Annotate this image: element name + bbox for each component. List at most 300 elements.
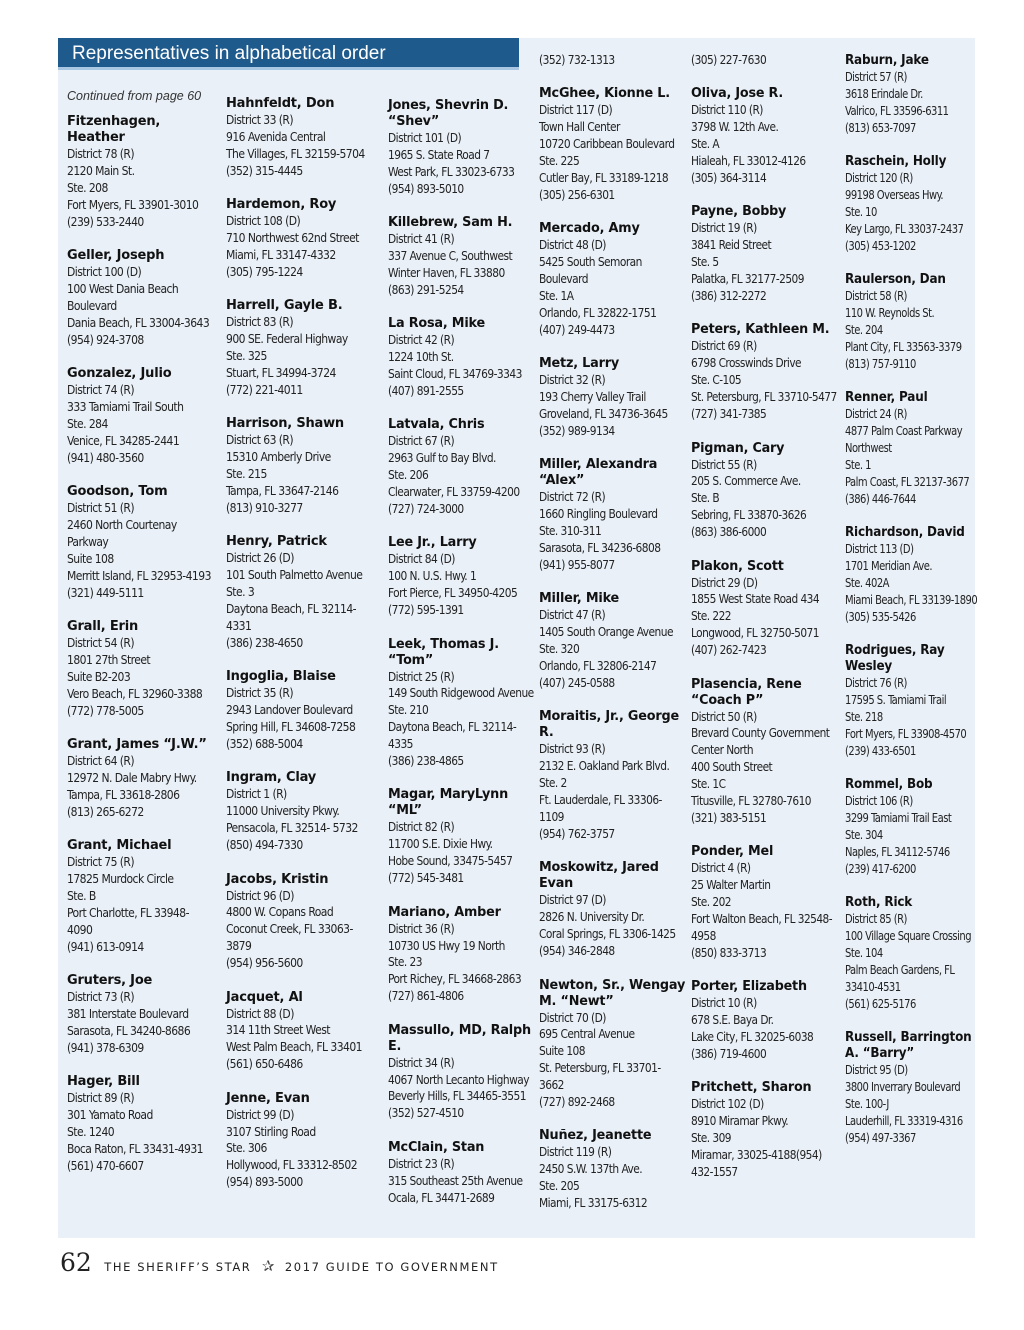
page-number: 62 (60, 1248, 92, 1277)
representative-name: Harrell, Gayle B. (226, 298, 343, 314)
contact-line: Ste. 284 (67, 416, 108, 431)
representative-name: Raschein, Holly (845, 154, 947, 170)
representative-name: Ingoglia, Blaise (226, 669, 336, 685)
representative-name: Goodson, Tom (67, 484, 168, 500)
contact-line: Boulevard (67, 298, 117, 313)
contact-line: St. Petersburg, FL 33710-5477 (691, 390, 837, 405)
representative-entry (388, 535, 536, 619)
contact-line: 1855 West State Road 434 (691, 592, 820, 607)
contact-line: Ste. 104 (845, 946, 883, 961)
representative-name: Peters, Kathleen M. (691, 322, 830, 338)
contact-line: 11000 University Pkwy. (226, 804, 340, 819)
contact-line: District 97 (D) (539, 893, 606, 908)
contact-line: (954) 762-3757 (539, 827, 615, 841)
representative-name: Massullo, MD, Ralph (388, 1022, 531, 1038)
contact-line: Boulevard (539, 272, 588, 287)
representative-name: Jenne, Evan (226, 1090, 310, 1106)
directory-column-2 (226, 96, 365, 1191)
contact-line: 25 Walter Martin (691, 878, 771, 893)
representative-name: Payne, Bobby (691, 204, 787, 220)
contact-line: Brevard County Government (691, 726, 830, 741)
representative-name: Hahnfeldt, Don (226, 96, 335, 111)
contact-line: (407) 891-2555 (388, 383, 464, 398)
contact-line: (863) 386-6000 (691, 525, 767, 540)
contact-line: 3618 Erindale Dr. (845, 86, 923, 101)
contact-line: Port Richey, FL 34668-2863 (388, 972, 522, 987)
contact-line: 301 Yamato Road (67, 1108, 153, 1123)
contact-line: Tampa, FL 33647-2146 (226, 484, 339, 498)
contact-line: District 82 (R) (388, 820, 455, 835)
contact-line: Orlando, FL 32822-1751 (539, 305, 657, 320)
representative-name: Evan (539, 876, 574, 892)
contact-line: (352) 527-4510 (388, 1106, 464, 1121)
contact-line: 2450 S.W. 137th Ave. (539, 1162, 643, 1177)
contact-line: Suite B2-203 (67, 669, 131, 684)
contact-line: 916 Avenida Central (226, 129, 326, 144)
contact-line: 33410-4531 (845, 979, 901, 994)
representative-entry (67, 838, 211, 955)
contact-line: (386) 446-7644 (845, 491, 916, 506)
contact-line: District 106 (R) (845, 794, 913, 809)
contact-line: Northwest (845, 441, 892, 455)
contact-line: Ste. C-105 (691, 373, 742, 388)
representative-name: Heather (67, 130, 125, 145)
representative-entry (845, 777, 988, 878)
contact-line: (386) 719-4600 (691, 1047, 767, 1062)
contact-line: 101 South Palmetto Avenue (226, 568, 363, 583)
contact-line: Cutler Bay, FL 33189-1218 (539, 171, 669, 186)
section-banner: Representatives in alphabetical order (58, 38, 519, 70)
representative-name: Ponder, Mel (691, 844, 774, 860)
contact-line: (305) 256-6301 (539, 187, 615, 202)
contact-line: Ste. B (67, 889, 96, 903)
contact-line: District 120 (R) (845, 171, 913, 186)
representative-name: Harrison, Shawn (226, 416, 344, 432)
contact-line: (727) 724-3000 (388, 502, 464, 516)
contact-line: Ste. 1A (539, 289, 574, 304)
representative-entry (845, 390, 988, 507)
contact-line: Ste. 204 (845, 322, 883, 337)
contact-line: (239) 417-6200 (845, 861, 916, 876)
contact-line: District 70 (D) (539, 1010, 606, 1025)
contact-line: Plant City, FL 33563-3379 (845, 339, 962, 354)
contact-line: Ste. 1240 (67, 1125, 115, 1140)
representative-entry (691, 86, 840, 187)
representative-entry (845, 643, 988, 760)
contact-line: District 119 (R) (539, 1145, 612, 1160)
contact-line: 100 West Dania Beach (67, 281, 179, 296)
contact-line: 100 N. U.S. Hwy. 1 (388, 569, 477, 584)
contact-line: Port Charlotte, FL 33948- (67, 905, 189, 920)
contact-line: District 63 (R) (226, 433, 294, 448)
contact-line: Ste. 304 (845, 828, 883, 842)
contact-line: West Park, FL 33023-6733 (388, 164, 515, 179)
representative-name: Raulerson, Dan (845, 272, 946, 288)
directory-column-4 (539, 52, 687, 1212)
representative-name: Oliva, Jose R. (691, 86, 784, 102)
representative-entry (388, 905, 536, 1006)
contact-line: Stuart, FL 34994-3724 (226, 365, 336, 380)
contact-line: Suite 108 (539, 1044, 586, 1059)
contact-line: District 23 (R) (388, 1156, 455, 1171)
contact-line: 900 SE. Federal Highway (226, 332, 348, 347)
contact-line: District 42 (R) (388, 333, 455, 348)
contact-line: District 113 (D) (845, 542, 914, 557)
representative-entry (67, 248, 211, 349)
contact-line: (305) 453-1202 (845, 238, 916, 253)
contact-line: Miramar, 33025-4188(954) (691, 1148, 822, 1163)
representative-entry (226, 1091, 365, 1192)
representative-entry (226, 96, 365, 180)
contact-line: District 55 (R) (691, 457, 757, 472)
contact-line: Valrico, FL 33596-6311 (845, 103, 949, 118)
contact-line: Ste. 202 (691, 895, 731, 910)
contact-line: (321) 383-5151 (691, 811, 767, 825)
representative-name: Grant, James “J.W.” (67, 737, 207, 753)
contact-line: 17825 Murdock Circle (67, 872, 174, 887)
representative-name: Gonzalez, Julio (67, 366, 172, 382)
contact-line: (352) 732-1313 (539, 53, 615, 67)
contact-line: (561) 625-5176 (845, 996, 916, 1011)
contact-line: District 29 (D) (691, 575, 758, 590)
contact-line: 3841 Reid Street (691, 238, 772, 253)
representative-name: Richardson, David (845, 525, 965, 541)
contact-line: 17595 S. Tamiami Trail (845, 693, 947, 708)
contact-line: Ste. 100-J (845, 1096, 889, 1111)
contact-line: Titusville, FL 32780-7610 (691, 794, 811, 809)
representative-name: Fitzenhagen, (67, 114, 161, 129)
contact-line: (954) 893-5000 (226, 1175, 303, 1190)
representative-name: Miller, Alexandra (539, 457, 658, 473)
contact-line: District 50 (R) (691, 709, 757, 724)
representative-entry (226, 770, 365, 854)
representative-name: Grant, Michael (67, 838, 172, 854)
contact-line: District 76 (R) (845, 676, 907, 691)
contact-line: District 95 (D) (845, 1063, 908, 1078)
contact-line: (407) 245-0588 (539, 676, 615, 691)
contact-line: District 117 (D) (539, 103, 613, 118)
contact-line: 1224 10th St. (388, 350, 454, 365)
contact-line: District 58 (R) (845, 289, 907, 304)
contact-line: District 69 (R) (691, 339, 757, 354)
representative-entry (226, 990, 365, 1074)
contact-line: Ste. 205 (539, 1179, 580, 1194)
contact-line: Suite 108 (67, 551, 114, 566)
contact-line: (772) 778-5005 (67, 703, 144, 718)
contact-line: District 64 (R) (67, 754, 135, 769)
contact-line: Ste. 10 (845, 204, 877, 219)
contact-line: Ste. 3 (226, 585, 255, 600)
contact-line: Fort Walton Beach, FL 32548- (691, 912, 833, 927)
contact-line: District 26 (D) (226, 551, 294, 566)
directory-column-5 (691, 52, 840, 1181)
representative-entry (67, 484, 211, 601)
representative-entry (845, 53, 988, 137)
representative-name: Wesley (845, 659, 893, 675)
representative-entry (226, 416, 365, 517)
contact-line: District 93 (R) (539, 742, 606, 757)
representative-name: Leek, Thomas J. (388, 636, 499, 652)
contact-line: Naples, FL 34112-5746 (845, 844, 950, 859)
contact-line: District 84 (D) (388, 552, 455, 567)
contact-line: Fort Myers, FL 33901-3010 (67, 197, 199, 212)
representative-name: Pigman, Cary (691, 440, 785, 456)
representative-entry (539, 457, 687, 574)
contact-line: (561) 470-6607 (67, 1158, 144, 1173)
representative-name: Latvala, Chris (388, 417, 485, 433)
representative-entry (691, 979, 840, 1063)
contact-line: 10720 Caribbean Boulevard (539, 137, 675, 152)
contact-line: 10730 US Hwy 19 North (388, 938, 505, 953)
contact-line: 100 Village Square Crossing (845, 929, 972, 944)
contact-line: Ste. 402A (845, 575, 889, 590)
contact-line: District 51 (R) (67, 501, 135, 516)
contact-line: District 36 (R) (388, 921, 455, 936)
contact-line: Lake City, FL 32025-6038 (691, 1030, 814, 1045)
contact-line: (954) 956-5600 (226, 956, 303, 971)
contact-line: 2963 Gulf to Bay Blvd. (388, 451, 496, 466)
contact-line: Center North (691, 743, 754, 758)
contact-line: (813) 910-3277 (226, 500, 303, 515)
contact-line: 315 Southeast 25th Avenue (388, 1173, 523, 1188)
contact-line: Winter Haven, FL 33880 (388, 265, 505, 280)
representative-name: La Rosa, Mike (388, 316, 486, 332)
representative-name: “Tom” (388, 652, 434, 668)
contact-line: 400 South Street (691, 760, 773, 775)
contact-line: 3879 (226, 939, 252, 954)
contact-line: 2132 E. Oakland Park Blvd. (539, 759, 670, 774)
contact-line: 99198 Overseas Hwy. (845, 188, 944, 203)
contact-line: (772) 221-4011 (226, 382, 303, 397)
contact-line: Longwood, FL 32750-5071 (691, 626, 819, 641)
representative-name: Nuñez, Jeanette (539, 1128, 652, 1144)
contact-line: (954) 893-5010 (388, 181, 464, 196)
representative-entry (388, 215, 536, 299)
contact-line: District 10 (R) (691, 996, 757, 1011)
representative-name: Newton, Sr., Wengay (539, 977, 686, 993)
contact-line: 6798 Crosswinds Drive (691, 356, 802, 371)
representative-entry (388, 1023, 536, 1123)
contact-line: (941) 613-0914 (67, 939, 144, 954)
contact-line: Ste. B (691, 491, 720, 506)
representative-entry (226, 298, 365, 399)
contact-line: Coral Springs, FL 3306-1425 (539, 927, 676, 942)
representative-entry (67, 366, 211, 467)
contact-line: (772) 545-3481 (388, 871, 464, 886)
representative-name: “Shev” (388, 114, 440, 129)
contact-line: Ocala, FL 34471-2689 (388, 1190, 495, 1205)
contact-line: Ste. 320 (539, 642, 580, 657)
contact-line: 4877 Palm Coast Parkway (845, 424, 963, 439)
representative-name: Jacobs, Kristin (226, 871, 329, 887)
representative-name: Metz, Larry (539, 356, 620, 372)
contact-line: District 78 (R) (67, 147, 135, 161)
representative-name: Russell, Barrington (845, 1030, 972, 1046)
contact-line: 337 Avenue C, Southwest (388, 249, 513, 264)
contact-line: (305) 795-1224 (226, 264, 303, 279)
contact-line: (561) 650-6486 (226, 1057, 303, 1072)
contact-line: District 25 (R) (388, 669, 455, 684)
contact-line: (321) 449-5111 (67, 585, 144, 600)
contact-line: 110 W. Reynolds St. (845, 306, 935, 321)
contact-line: Ft. Lauderdale, FL 33306- (539, 793, 662, 808)
representative-entry (845, 895, 988, 1012)
representative-entry (539, 978, 687, 1111)
contact-line: District 74 (R) (67, 383, 135, 398)
contact-line: (954) 924-3708 (67, 332, 144, 347)
representative-name: Plasencia, Rene (691, 676, 802, 692)
representative-entry (845, 1030, 988, 1147)
representative-name: Mariano, Amber (388, 904, 501, 920)
representative-entry (539, 709, 687, 842)
contact-line: Boca Raton, FL 33431-4931 (67, 1141, 203, 1156)
contact-line: District 100 (D) (67, 265, 142, 280)
contact-line: Ste. 310-311 (539, 524, 602, 539)
contact-line: (850) 494-7330 (226, 838, 303, 853)
contact-line: District 99 (D) (226, 1107, 294, 1122)
page-footer (60, 1248, 499, 1277)
contact-line: Daytona Beach, FL 32114- (226, 602, 357, 617)
contact-line: (954) 346-2848 (539, 944, 615, 959)
contact-line: (239) 533-2440 (67, 214, 144, 229)
contact-line: 1801 27th Street (67, 652, 151, 667)
representative-name: McClain, Stan (388, 1139, 485, 1155)
contact-line: 4331 (226, 618, 252, 633)
star-icon: ✰ (261, 1258, 275, 1275)
contact-line: Vero Beach, FL 32960-3388 (67, 686, 203, 701)
representative-name: Moskowitz, Jared (539, 860, 659, 876)
contact-line: District 89 (R) (67, 1091, 135, 1106)
contact-line: Sarasota, FL 34236-6808 (539, 541, 661, 556)
contact-line: 4067 North Lecanto Highway (388, 1072, 529, 1087)
contact-line: Hobe Sound, 33475-5457 (388, 854, 513, 869)
contact-line: Daytona Beach, FL 32114- (388, 720, 517, 735)
contact-line: 432-1557 (691, 1165, 738, 1180)
contact-line: Ste. 23 (388, 955, 423, 970)
contact-line: Saint Cloud, FL 34769-3343 (388, 367, 522, 382)
representative-name: Porter, Elizabeth (691, 979, 807, 995)
representative-name: Killebrew, Sam H. (388, 215, 513, 231)
contact-line: 2460 North Courtenay (67, 518, 177, 532)
contact-line: District 85 (R) (845, 912, 907, 927)
contact-line: Palm Beach Gardens, FL (845, 962, 955, 977)
representative-name: Roth, Rick (845, 895, 913, 911)
representative-entry (691, 322, 840, 423)
contact-line: 314 11th Street West (226, 1023, 330, 1038)
representative-name: Raburn, Jake (845, 53, 929, 68)
representative-entry (845, 525, 988, 626)
contact-line: 3798 W. 12th Ave. (691, 120, 779, 135)
contact-line: District 41 (R) (388, 232, 455, 247)
contact-line: 149 South Ridgewood Avenue (388, 686, 534, 701)
contact-line: 205 S. Commerce Ave. (691, 474, 801, 489)
contact-line: (813) 757-9110 (845, 356, 916, 371)
representative-entry (67, 973, 211, 1057)
contact-line: District 75 (R) (67, 855, 135, 870)
contact-line: District 57 (R) (845, 70, 907, 84)
representative-entry (691, 1080, 840, 1181)
contact-line: Ste. 206 (388, 468, 429, 483)
representative-name: Hardemon, Roy (226, 197, 337, 213)
contact-line: 381 Interstate Boulevard (67, 1007, 189, 1022)
contact-line: District 32 (R) (539, 373, 606, 388)
contact-line: (941) 955-8077 (539, 558, 615, 573)
contact-line: 193 Cherry Valley Trail (539, 390, 646, 405)
contact-line: St. Petersburg, FL 33701- (539, 1061, 661, 1076)
contact-line: District 101 (D) (388, 131, 462, 145)
contact-line: (941) 480-3560 (67, 450, 144, 465)
directory-column-3 (388, 98, 536, 1206)
contact-line: 695 Central Avenue (539, 1027, 635, 1042)
contact-line: District 96 (D) (226, 888, 294, 903)
representative-entry (226, 534, 365, 651)
representative-entry (691, 844, 840, 961)
representative-entry (691, 52, 840, 69)
representative-name: Jones, Shevrin D. (388, 98, 509, 113)
contact-line: District 4 (R) (691, 861, 751, 876)
contact-line: 4090 (67, 922, 93, 937)
contact-line: Sebring, FL 33870-3626 (691, 508, 807, 523)
contact-line: District 110 (R) (691, 103, 763, 118)
contact-line: 3800 Inverrary Boulevard (845, 1080, 961, 1095)
representative-entry (845, 272, 988, 373)
contact-line: Ste. 1 (845, 457, 871, 472)
contact-line: Key Largo, FL 33037-2437 (845, 221, 964, 236)
representative-entry (67, 1074, 211, 1175)
representative-name: Magar, MaryLynn (388, 787, 509, 803)
contact-line: 333 Tamiami Trail South (67, 399, 184, 414)
representative-name: Renner, Paul (845, 390, 928, 406)
contact-line: Coconut Creek, FL 33063- (226, 922, 353, 937)
contact-line: (352) 989-9134 (539, 424, 615, 438)
contact-line: 4800 W. Copans Road (226, 905, 334, 920)
publication-name: THE SHERIFF’S STAR (104, 1260, 252, 1274)
contact-line: (352) 688-5004 (226, 736, 303, 751)
contact-line: 4335 (388, 737, 413, 752)
representative-name: R. (539, 725, 554, 741)
contact-line: (386) 238-4650 (226, 635, 303, 650)
contact-line: Hollywood, FL 33312-8502 (226, 1158, 358, 1173)
contact-line: 710 Northwest 62nd Street (226, 231, 359, 246)
contact-line: District 54 (R) (67, 636, 135, 651)
contact-line: (239) 433-6501 (845, 743, 916, 758)
contact-line: Ste. 2 (539, 776, 567, 791)
contact-line: 1109 (539, 810, 564, 825)
representative-name: Lee Jr., Larry (388, 535, 477, 551)
representative-entry (388, 637, 536, 770)
contact-line: Palm Coast, FL 32137-3677 (845, 474, 970, 489)
contact-line: Parkway (67, 534, 109, 549)
contact-line: 1405 South Orange Avenue (539, 625, 673, 640)
contact-line: Spring Hill, FL 34608-7258 (226, 720, 356, 735)
contact-line: District 48 (D) (539, 238, 606, 253)
contact-line: The Villages, FL 32159-5704 (226, 146, 365, 161)
contact-line: (772) 595-1391 (388, 603, 464, 618)
contact-line: Ste. A (691, 137, 720, 152)
contact-line: District 72 (R) (539, 490, 606, 505)
contact-line: Lauderhill, FL 33319-4316 (845, 1113, 963, 1128)
contact-line: District 47 (R) (539, 608, 606, 623)
representative-name: Ingram, Clay (226, 770, 317, 786)
representative-entry (388, 417, 536, 518)
contact-line: District 73 (R) (67, 990, 135, 1005)
representative-entry (539, 1128, 687, 1212)
contact-line: Town Hall Center (539, 120, 620, 135)
contact-line: (727) 861-4806 (388, 989, 464, 1004)
representative-entry (388, 316, 536, 400)
contact-line: District 35 (R) (226, 686, 294, 701)
contact-line: (863) 291-5254 (388, 282, 464, 297)
